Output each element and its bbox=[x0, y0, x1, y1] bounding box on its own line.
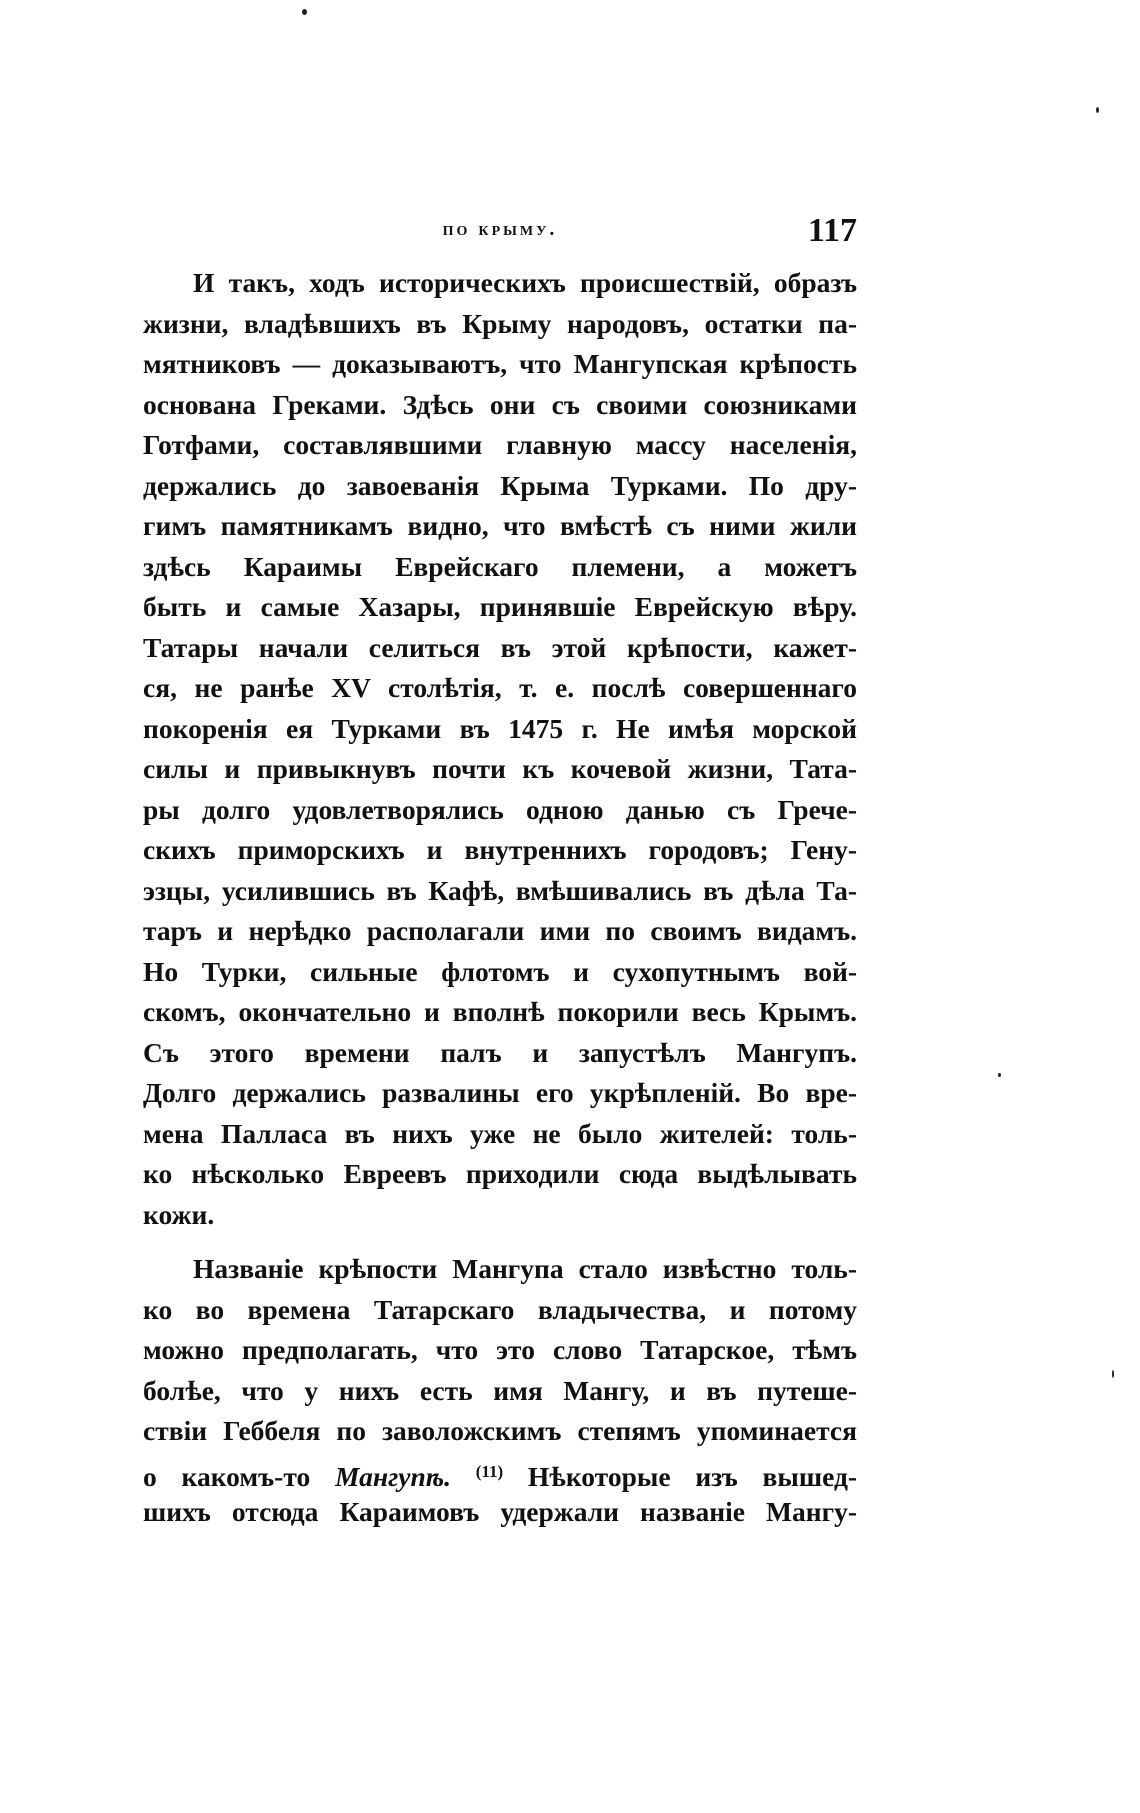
text-line: основана Греками. Здѣсь они съ своими союзниками bbox=[143, 388, 857, 420]
text-line: кожи. bbox=[143, 1198, 215, 1230]
text-line: Названіе крѣпости Мангупа стало извѣстно толь- bbox=[193, 1253, 857, 1284]
text-line: эзцы, усилившись въ Кафѣ, вмѣшивались въ дѣла Та- bbox=[143, 874, 857, 906]
text-line: жизни, владѣвшихъ въ Крыму народовъ, остатки па- bbox=[143, 307, 857, 339]
ink-speck bbox=[998, 1073, 1001, 1077]
ink-speck bbox=[1096, 107, 1099, 113]
footnote-reference: (11) bbox=[475, 1461, 504, 1481]
text-line: таръ и нерѣдко располагали ими по своимъ видамъ. bbox=[143, 915, 857, 946]
text-line: мятниковъ — доказываютъ, что Мангупская крѣпость bbox=[143, 348, 857, 379]
text-line: покоренія ея Турками въ 1475 г. Не имѣя морской bbox=[143, 712, 857, 744]
text-line: ко во времена Татарскаго владычества, и потому bbox=[143, 1293, 857, 1325]
text-line: шихъ отсюда Караимовъ удержали названіе Мангу- bbox=[143, 1496, 857, 1527]
text-line: держались до завоеванія Крыма Турками. По дру- bbox=[143, 469, 857, 501]
text-line: здѣсь Караимы Еврейскаго племени, а можетъ bbox=[143, 550, 857, 582]
text-line: быть и самые Хазары, принявшіе Еврейскую вѣру. bbox=[143, 591, 857, 622]
text-line: скомъ, окончательно и вполнѣ покорили весь Крымъ. bbox=[143, 996, 857, 1027]
text-line: ся, не ранѣе XV столѣтія, т. е. послѣ совершеннаго bbox=[143, 672, 857, 703]
text-line: Готфами, составлявшими главную массу населенія, bbox=[143, 429, 857, 460]
text-fragment: Нѣкоторые изъ вышед- bbox=[527, 1460, 857, 1492]
ink-speck bbox=[1112, 1370, 1114, 1378]
paragraph-2 bbox=[143, 1249, 857, 1533]
body-text bbox=[143, 263, 857, 1533]
text-line: скихъ приморскихъ и внутреннихъ городовъ; Гену- bbox=[143, 834, 857, 865]
text-line: силы и привыкнувъ почти къ кочевой жизни, Тата- bbox=[143, 753, 857, 784]
text-line: Съ этого времени палъ и запустѣлъ Мангупъ. bbox=[143, 1036, 857, 1068]
page-header bbox=[143, 212, 857, 252]
text-fragment: о какомъ-то bbox=[143, 1460, 311, 1492]
text-line: ствіи Геббеля по заволожскимъ степямъ упоминается bbox=[143, 1415, 857, 1446]
text-line: И такъ, ходъ историческихъ происшествій, образъ bbox=[193, 267, 857, 298]
page-number: 117 bbox=[807, 212, 857, 249]
text-line: мена Палласа въ нихъ уже не было жителей: толь- bbox=[143, 1117, 857, 1149]
ink-speck bbox=[302, 9, 307, 15]
paragraph-gap bbox=[143, 1235, 857, 1249]
text-line: Татары начали селиться въ этой крѣпости, кажет- bbox=[143, 631, 857, 663]
text-line: Долго держались развалины его укрѣпленій. Во вре- bbox=[143, 1077, 857, 1108]
text-line: гимъ памятникамъ видно, что вмѣстѣ съ ними жили bbox=[143, 510, 857, 541]
paragraph-1 bbox=[143, 263, 857, 1235]
text-line: Но Турки, сильные флотомъ и сухопутнымъ вой- bbox=[143, 955, 857, 987]
text-line: можно предполагать, что это слово Татарское, тѣмъ bbox=[143, 1334, 857, 1365]
running-head: по крыму. bbox=[442, 218, 558, 240]
text-line: ко нѣсколько Евреевъ приходили сюда выдѣлывать bbox=[143, 1158, 857, 1189]
italic-term: Мангупѣ. bbox=[335, 1460, 451, 1492]
text-line: болѣе, что у нихъ есть имя Мангу, и въ путеше- bbox=[143, 1374, 857, 1406]
text-line: ры долго удовлетворялись одною данью съ Грече- bbox=[143, 793, 857, 825]
text-line-with-reference bbox=[143, 1452, 857, 1493]
